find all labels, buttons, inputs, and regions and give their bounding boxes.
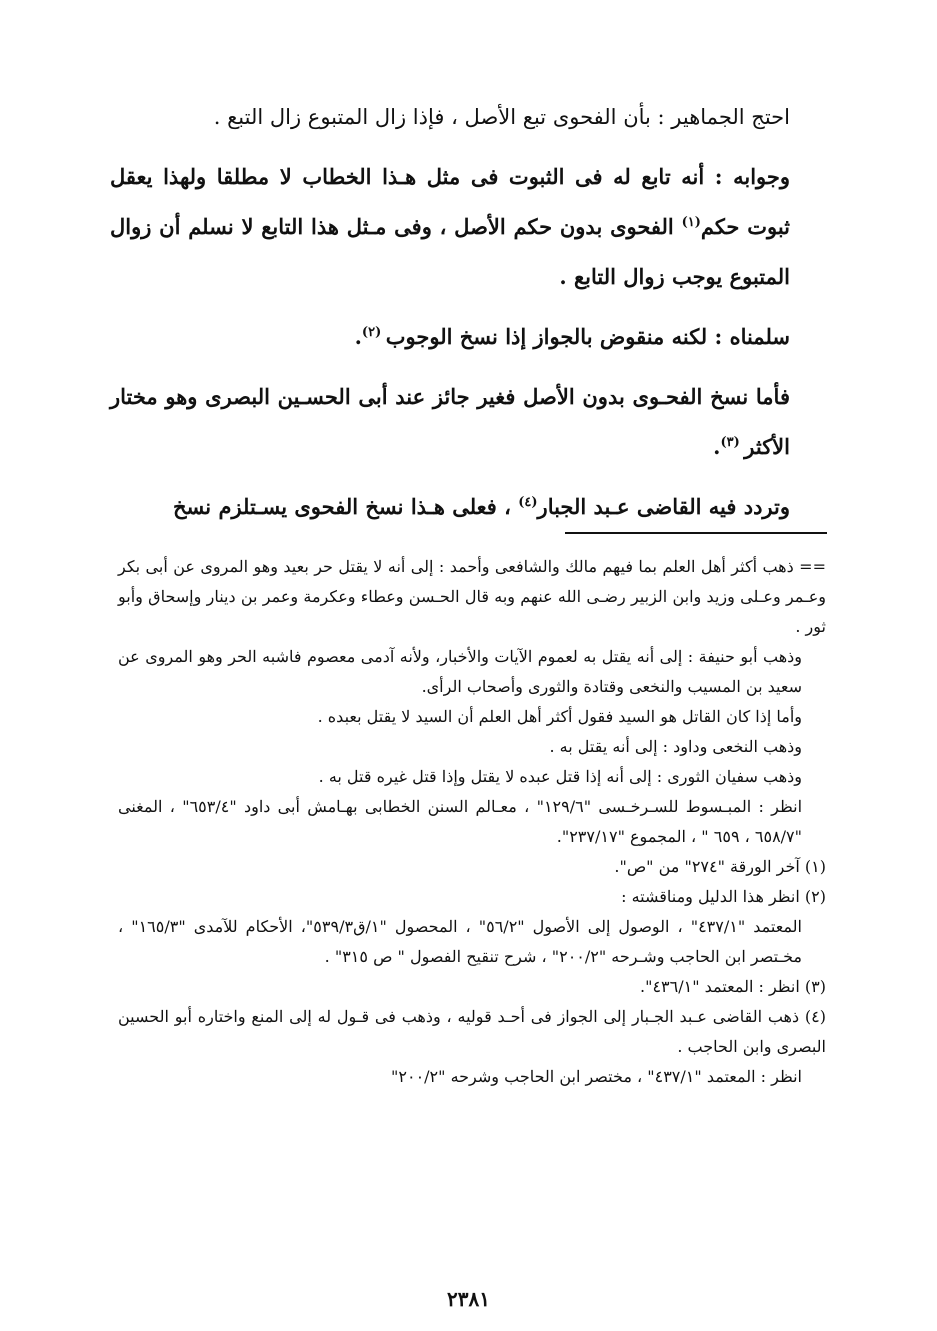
paragraph-hesitation <box>110 482 822 532</box>
paragraph-text: فأما نسخ الفحـوى بدون الأصل فغير جائز عند أبى الحسـين البصرى وهو مختار الأكثر <box>110 384 790 459</box>
paragraph-argument <box>110 92 822 142</box>
footnote-3: (٣) انظر : المعتمد "٤٣٦/١". <box>639 977 826 996</box>
footnote-continued: انظر : المبـسوط للسـرخـسى "١٢٩/٦" ، معـالم السنن الخطابى بهـامش أبى داود "٦٥٣/٤" ، المغنى "٦٥٨/٧ ، ٦٥٩ " ، المجموع "٢٣٧/١٧". <box>118 797 803 846</box>
footnote-separator <box>565 532 827 534</box>
footnote-continued: == ذهب أكثر أهل العلم بما فيهم مالك والشافعى وأحمد : إلى أنه لا يقتل حر بعيد وهو المروى عن أبى بكر وعـمر وعـلى وزيد وابن الزبير رضـى الله عنهم وبه قال الحـسن وعطاء وعكرمة وعمر بن دينار وإسحاق وأبو ثور . <box>118 557 826 636</box>
main-text <box>110 92 822 542</box>
footnote-continued: وذهب النخعى وداود : إلى أنه يقتل به . <box>549 737 802 756</box>
footnote-ref-3: (٣) <box>720 435 745 450</box>
paragraph-text: . <box>354 324 362 349</box>
paragraph-answer <box>110 152 822 302</box>
paragraph-concession <box>110 312 822 362</box>
paragraph-abrogation <box>110 372 822 472</box>
footnote-2: (٢) انظر هذا الدليل ومناقشته : <box>621 887 826 906</box>
paragraph-text: وجوابه : أنه تابع له فى الثبوت فى مثل هـذا الخطاب لا مطلقا ولهذا يعقل ثبوت حكم <box>110 164 790 239</box>
paragraph-text: احتج الجماهير : بأن الفحوى تبع الأصل ، فإذا زال المتبوع زال التبع . <box>213 105 790 129</box>
page-number: ٢٣٨١ <box>447 1287 490 1311</box>
paragraph-text: الفحوى بدون حكم الأصل ، وفى مـثل هذا التابع لا نسلم أن زوال المتبوع يوجب زوال التابع . <box>110 214 790 289</box>
paragraph-text: وتردد فيه القاضى عـبد الجبار <box>537 494 790 519</box>
footnote-ref-1: (١) <box>681 215 701 230</box>
footnote-continued: وأما إذا كان القاتل هو السيد فقول أكثر أهل العلم أن السيد لا يقتل بعبده . <box>317 707 802 726</box>
paragraph-text: سلمناه : لكنه منقوض بالجواز إذا نسخ الوجوب <box>385 324 790 349</box>
footnote-ref-4: (٤) <box>518 495 538 510</box>
paragraph-text: ، فعلى هـذا نسخ الفحوى يسـتلزم نسخ <box>173 494 519 519</box>
footnote-1: (١) آخر الورقة "٢٧٤" من "ص". <box>614 857 826 876</box>
footnote-ref-2: (٢) <box>361 325 386 340</box>
paragraph-text: . <box>713 434 721 459</box>
footnotes <box>118 552 826 1092</box>
footnote-4-references: انظر : المعتمد "٤٣٧/١" ، مختصر ابن الحاجب وشرحه "٢٠٠/٢" <box>391 1067 802 1086</box>
footnote-4: (٤) ذهب القاضى عـبد الجـبار إلى الجواز فى أحـد قوليه ، وذهب فى قـول له إلى المنع واختاره أبو الحسين البصرى وابن الحاجب . <box>118 1007 826 1056</box>
footnote-continued: وذهب سفيان الثورى : إلى أنه إذا قتل عبده لا يقتل وإذا قتل غيره قتل به . <box>318 767 802 786</box>
footnote-2-references: المعتمد "٤٣٧/١" ، الوصول إلى الأصول "٥٦/٢" ، المحصول "١/ق٥٣٩/٣"، الأحكام للآمدى "١٦٥/٣" ، مخـتصر ابن الحاجب وشـرحه "٢٠٠/٢" ، شرح تنقيح الفصول " ص ٣١٥" . <box>118 917 802 966</box>
footnote-continued: وذهب أبو حنيفة : إلى أنه يقتل به لعموم الآيات والأخبار، ولأنه آدمى معصوم فاشبه الحر وهو المروى عن سعيد بن المسيب والنخعى وقتادة والثورى وأصحاب الرأى. <box>118 647 803 696</box>
